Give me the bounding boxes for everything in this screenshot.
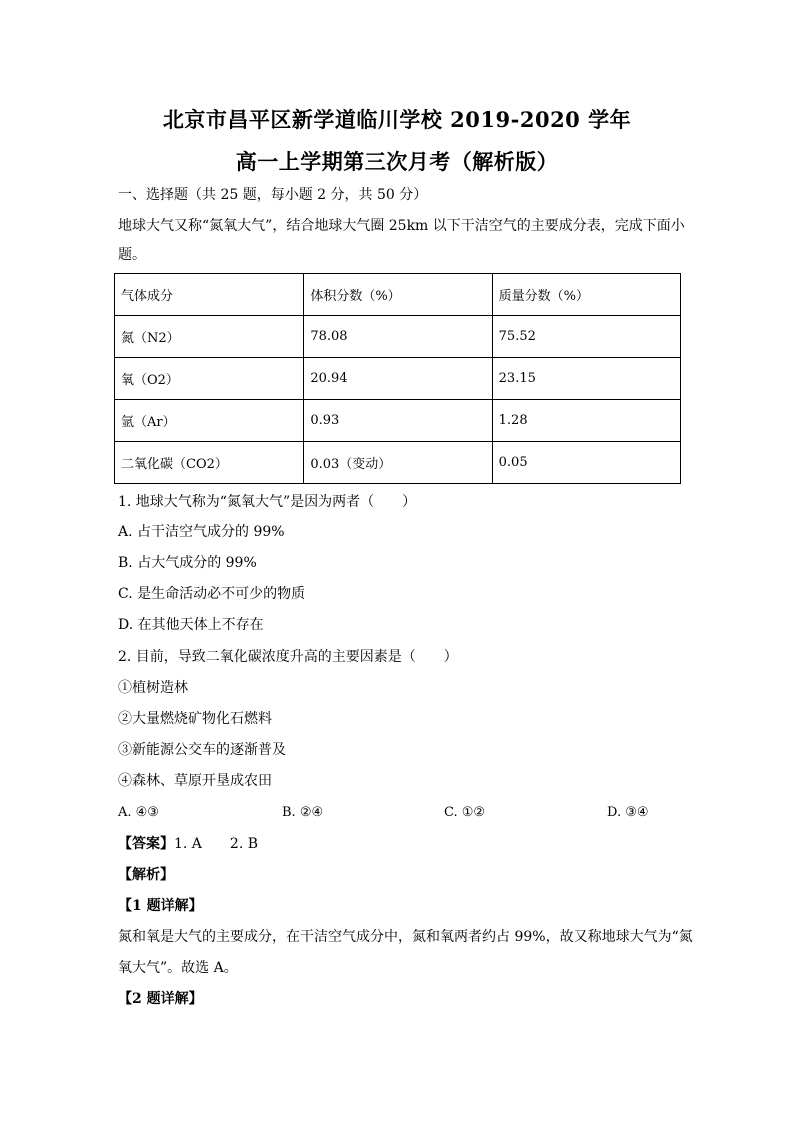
section-heading: 一、选择题（共 25 题，每小题 2 分，共 50 分） (118, 187, 428, 203)
question-1-option-b: B. 占大气成分的 99% (118, 555, 257, 571)
intro-text-line2: 题。 (118, 247, 146, 263)
analysis-paragraph-1-line1: 氮和氧是大气的主要成分，在干洁空气成分中，氮和氧两者约占 99%，故又称地球大气为“氮 (118, 929, 693, 945)
table-cell: 0.05 (492, 442, 680, 484)
question-1-option-a: A. 占干洁空气成分的 99% (118, 524, 285, 540)
table-cell: 20.94 (304, 358, 492, 400)
answer-label: 【答案】 (118, 836, 174, 852)
analysis-subheading-2: 【2 题详解】 (118, 991, 203, 1007)
analysis-paragraph-1-line2: 氧大气”。故选 A。 (118, 960, 238, 976)
table-cell: 78.08 (304, 316, 492, 358)
table-cell: 二氧化碳（CO2） (115, 442, 304, 484)
analysis-subheading-1: 【1 题详解】 (118, 898, 203, 914)
table-cell: 氧（O2） (115, 358, 304, 400)
table-row (115, 442, 681, 484)
doc-title-line2: 高一上学期第三次月考（解析版） (235, 149, 559, 174)
question-2-item-4: ④森林、草原开垦成农田 (118, 773, 272, 789)
table-header-cell: 气体成分 (115, 274, 304, 316)
question-2-option-d: D. ③④ (607, 805, 649, 820)
doc-title-line1: 北京市昌平区新学道临川学校 2019-2020 学年 (162, 107, 632, 132)
answer-line (118, 834, 258, 854)
table-cell: 氩（Ar） (115, 400, 304, 442)
table-row (115, 316, 681, 358)
intro-text-line1: 地球大气又称“氮氧大气”，结合地球大气圈 25km 以下干洁空气的主要成分表，完成下面小 (118, 218, 685, 234)
table-header-row (115, 274, 681, 316)
table-cell: 75.52 (492, 316, 680, 358)
question-2-item-3: ③新能源公交车的逐渐普及 (118, 742, 286, 758)
table-cell: 0.93 (304, 400, 492, 442)
question-2-stem: 2. 目前，导致二氧化碳浓度升高的主要因素是（ ） (118, 649, 458, 665)
question-2-option-b: B. ②④ (282, 805, 324, 820)
question-1-option-c: C. 是生命活动必不可少的物质 (118, 586, 306, 602)
table-row (115, 400, 681, 442)
question-1-stem: 1. 地球大气称为“氮氧大气”是因为两者（ ） (118, 494, 417, 510)
question-2-option-c: C. ①② (444, 805, 486, 820)
table-row (115, 358, 681, 400)
analysis-heading: 【解析】 (118, 867, 174, 883)
table-cell: 23.15 (492, 358, 680, 400)
table-header-cell: 质量分数（%） (492, 274, 680, 316)
table-cell: 氮（N2） (115, 316, 304, 358)
table-header-cell: 体积分数（%） (304, 274, 492, 316)
table-cell: 1.28 (492, 400, 680, 442)
table-cell: 0.03（变动） (304, 442, 492, 484)
gas-composition-table (114, 273, 681, 484)
question-2-item-2: ②大量燃烧矿物化石燃料 (118, 711, 272, 727)
question-2-option-a: A. ④③ (118, 805, 159, 820)
question-2-item-1: ①植树造林 (118, 680, 188, 696)
answer-text: 1. A 2. B (174, 836, 259, 852)
question-1-option-d: D. 在其他天体上不存在 (118, 617, 264, 633)
